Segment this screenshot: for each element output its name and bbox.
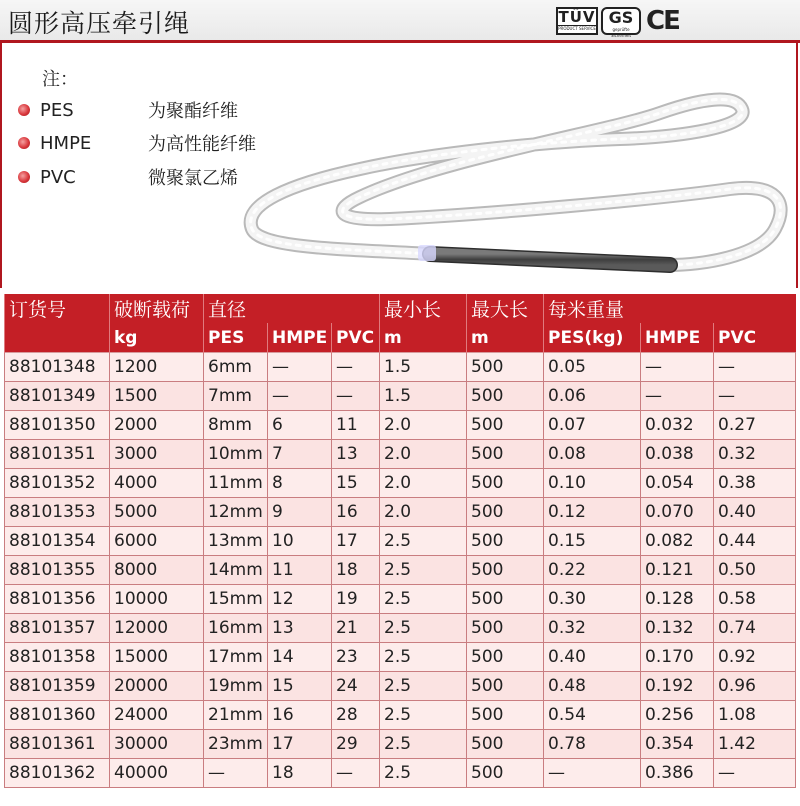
cell-min-length: 1.5 [380, 353, 467, 382]
cell-weight-pvc: 0.92 [714, 643, 796, 672]
note-desc: 为聚酯纤维 [148, 101, 238, 122]
spec-table-container [4, 294, 795, 788]
cell-weight-pes: 0.78 [544, 730, 641, 759]
cell-weight-pvc: 0.27 [714, 411, 796, 440]
cell-order-no: 88101359 [5, 672, 110, 701]
cell-max-length: 500 [467, 527, 544, 556]
cell-diameter-pvc: 23 [332, 643, 380, 672]
table-row [5, 643, 796, 672]
cell-weight-hmpe: 0.386 [641, 759, 714, 788]
cell-weight-pes: 0.32 [544, 614, 641, 643]
product-panel [0, 43, 798, 288]
cell-diameter-hmpe: 8 [268, 469, 332, 498]
cell-weight-pes: 0.08 [544, 440, 641, 469]
cell-order-no: 88101348 [5, 353, 110, 382]
cell-order-no: 88101356 [5, 585, 110, 614]
sub-header-pes: PES [204, 323, 268, 353]
cell-min-length: 2.0 [380, 440, 467, 469]
cell-min-length: 2.5 [380, 556, 467, 585]
bullet-icon [18, 104, 30, 116]
cell-weight-pvc: — [714, 382, 796, 411]
cell-weight-pes: 0.22 [544, 556, 641, 585]
cell-diameter-hmpe: 17 [268, 730, 332, 759]
cell-diameter-hmpe: 14 [268, 643, 332, 672]
cell-weight-pvc: 0.40 [714, 498, 796, 527]
cell-max-length: 500 [467, 701, 544, 730]
cell-diameter-pes: 13mm [204, 527, 268, 556]
cell-min-length: 2.5 [380, 759, 467, 788]
cell-max-length: 500 [467, 469, 544, 498]
cell-weight-hmpe: 0.038 [641, 440, 714, 469]
sub-header-max-m: m [467, 323, 544, 353]
cell-diameter-pes: 15mm [204, 585, 268, 614]
cell-weight-pvc: 0.96 [714, 672, 796, 701]
tuv-logo [556, 7, 598, 35]
gs-logo-text: GS [608, 8, 634, 27]
table-row [5, 585, 796, 614]
note-item-pes [18, 97, 238, 123]
cell-order-no: 88101357 [5, 614, 110, 643]
table-row [5, 440, 796, 469]
cell-order-no: 88101354 [5, 527, 110, 556]
cell-break-load: 1200 [110, 353, 204, 382]
cell-min-length: 2.0 [380, 469, 467, 498]
cell-order-no: 88101352 [5, 469, 110, 498]
page-title: 圆形高压牵引绳 [8, 9, 191, 38]
cell-weight-hmpe: 0.128 [641, 585, 714, 614]
cell-diameter-pes: 17mm [204, 643, 268, 672]
sub-header-empty [5, 323, 110, 353]
cell-order-no: 88101353 [5, 498, 110, 527]
round-sling-image [230, 79, 792, 289]
sub-header-hmpe-weight: HMPE [641, 323, 714, 353]
cell-weight-hmpe: 0.082 [641, 527, 714, 556]
sub-header-pes-kg: PES(kg) [544, 323, 641, 353]
cell-weight-hmpe: 0.054 [641, 469, 714, 498]
cell-break-load: 4000 [110, 469, 204, 498]
cell-max-length: 500 [467, 585, 544, 614]
spec-table [4, 294, 796, 788]
col-header-order-no: 订货号 [5, 294, 110, 323]
cell-weight-pes: 0.06 [544, 382, 641, 411]
cell-weight-pes: 0.40 [544, 643, 641, 672]
cell-weight-pes: 0.30 [544, 585, 641, 614]
cell-min-length: 2.5 [380, 643, 467, 672]
cell-diameter-pes: 16mm [204, 614, 268, 643]
table-row [5, 527, 796, 556]
cell-diameter-pvc: 21 [332, 614, 380, 643]
cell-order-no: 88101361 [5, 730, 110, 759]
cell-break-load: 12000 [110, 614, 204, 643]
cell-weight-hmpe: 0.121 [641, 556, 714, 585]
cell-break-load: 6000 [110, 527, 204, 556]
table-row [5, 411, 796, 440]
cell-diameter-pes: 12mm [204, 498, 268, 527]
cell-min-length: 1.5 [380, 382, 467, 411]
certification-logos [556, 6, 679, 36]
cell-diameter-pvc: 17 [332, 527, 380, 556]
cell-diameter-hmpe: 18 [268, 759, 332, 788]
sub-header-pvc: PVC [332, 323, 380, 353]
cell-weight-pes: 0.12 [544, 498, 641, 527]
cell-diameter-pvc: 29 [332, 730, 380, 759]
cell-min-length: 2.5 [380, 672, 467, 701]
cell-diameter-pes: 23mm [204, 730, 268, 759]
cell-weight-pes: 0.10 [544, 469, 641, 498]
table-group-header-row [5, 294, 796, 323]
cell-diameter-pvc: — [332, 759, 380, 788]
bullet-icon [18, 137, 30, 149]
cell-max-length: 500 [467, 440, 544, 469]
cell-weight-pvc: 1.42 [714, 730, 796, 759]
cell-weight-hmpe: 0.354 [641, 730, 714, 759]
sub-header-hmpe: HMPE [268, 323, 332, 353]
col-header-diameter: 直径 [204, 294, 380, 323]
cell-diameter-hmpe: 11 [268, 556, 332, 585]
cell-diameter-pvc: 24 [332, 672, 380, 701]
col-header-weight-per-m: 每米重量 [544, 294, 796, 323]
cell-diameter-pes: 8mm [204, 411, 268, 440]
cell-weight-pvc: 0.50 [714, 556, 796, 585]
cell-diameter-pes: 11mm [204, 469, 268, 498]
cell-diameter-pvc: 28 [332, 701, 380, 730]
cell-max-length: 500 [467, 643, 544, 672]
cell-break-load: 3000 [110, 440, 204, 469]
cell-diameter-pvc: 19 [332, 585, 380, 614]
tuv-logo-subtext: PRODUCT SERVICE [558, 26, 596, 31]
cell-break-load: 5000 [110, 498, 204, 527]
cell-break-load: 15000 [110, 643, 204, 672]
cell-weight-hmpe: — [641, 353, 714, 382]
cell-diameter-pvc: 16 [332, 498, 380, 527]
cell-max-length: 500 [467, 614, 544, 643]
cell-weight-pvc: 0.58 [714, 585, 796, 614]
cell-order-no: 88101358 [5, 643, 110, 672]
sub-header-kg: kg [110, 323, 204, 353]
notes-heading: 注： [42, 69, 78, 90]
cell-weight-pvc: 0.38 [714, 469, 796, 498]
note-item-hmpe [18, 130, 256, 156]
table-row [5, 469, 796, 498]
cell-order-no: 88101349 [5, 382, 110, 411]
cell-weight-hmpe: 0.192 [641, 672, 714, 701]
cell-weight-pvc: 0.74 [714, 614, 796, 643]
table-sub-header-row [5, 323, 796, 353]
cell-diameter-hmpe: — [268, 353, 332, 382]
cell-max-length: 500 [467, 672, 544, 701]
cell-max-length: 500 [467, 353, 544, 382]
cell-diameter-hmpe: 7 [268, 440, 332, 469]
cell-break-load: 8000 [110, 556, 204, 585]
cell-weight-pvc: 0.32 [714, 440, 796, 469]
bullet-icon [18, 171, 30, 183]
cell-break-load: 40000 [110, 759, 204, 788]
note-desc: 为高性能纤维 [148, 134, 256, 155]
cell-diameter-hmpe: 9 [268, 498, 332, 527]
cell-break-load: 20000 [110, 672, 204, 701]
cell-weight-hmpe: 0.170 [641, 643, 714, 672]
cell-diameter-pes: — [204, 759, 268, 788]
table-row [5, 382, 796, 411]
cell-diameter-hmpe: — [268, 382, 332, 411]
cell-max-length: 500 [467, 382, 544, 411]
cell-diameter-pes: 10mm [204, 440, 268, 469]
cell-break-load: 10000 [110, 585, 204, 614]
cell-diameter-pvc: 15 [332, 469, 380, 498]
cell-weight-pes: — [544, 759, 641, 788]
cell-max-length: 500 [467, 759, 544, 788]
cell-weight-pvc: — [714, 759, 796, 788]
title-bar [0, 0, 800, 43]
cell-order-no: 88101360 [5, 701, 110, 730]
cell-weight-hmpe: 0.132 [641, 614, 714, 643]
cell-break-load: 30000 [110, 730, 204, 759]
cell-weight-pvc: 0.44 [714, 527, 796, 556]
cell-weight-hmpe: — [641, 382, 714, 411]
table-row [5, 556, 796, 585]
cell-diameter-pes: 14mm [204, 556, 268, 585]
col-header-max-length: 最大长 [467, 294, 544, 323]
cell-weight-hmpe: 0.032 [641, 411, 714, 440]
cell-break-load: 2000 [110, 411, 204, 440]
cell-min-length: 2.5 [380, 730, 467, 759]
cell-diameter-hmpe: 12 [268, 585, 332, 614]
cell-order-no: 88101351 [5, 440, 110, 469]
table-row [5, 614, 796, 643]
table-row [5, 730, 796, 759]
gs-logo [601, 7, 641, 38]
cell-break-load: 1500 [110, 382, 204, 411]
note-item-pvc [18, 164, 238, 190]
cell-order-no: 88101350 [5, 411, 110, 440]
cell-weight-pvc: — [714, 353, 796, 382]
cell-max-length: 500 [467, 498, 544, 527]
cell-weight-pes: 0.15 [544, 527, 641, 556]
cell-max-length: 500 [467, 411, 544, 440]
cell-weight-pes: 0.05 [544, 353, 641, 382]
cell-order-no: 88101355 [5, 556, 110, 585]
cell-min-length: 2.5 [380, 701, 467, 730]
cell-diameter-pvc: 13 [332, 440, 380, 469]
cell-min-length: 2.0 [380, 411, 467, 440]
cell-diameter-hmpe: 16 [268, 701, 332, 730]
cell-order-no: 88101362 [5, 759, 110, 788]
sub-header-pvc-weight: PVC [714, 323, 796, 353]
note-abbr: PES [40, 99, 74, 121]
cell-min-length: 2.5 [380, 585, 467, 614]
table-row [5, 701, 796, 730]
col-header-min-length: 最小长 [380, 294, 467, 323]
note-abbr: PVC [40, 166, 76, 188]
cell-diameter-pes: 7mm [204, 382, 268, 411]
cell-max-length: 500 [467, 556, 544, 585]
cell-weight-pvc: 1.08 [714, 701, 796, 730]
cell-break-load: 24000 [110, 701, 204, 730]
note-desc: 微聚氯乙烯 [148, 168, 238, 189]
cell-weight-pes: 0.54 [544, 701, 641, 730]
cell-weight-hmpe: 0.256 [641, 701, 714, 730]
cell-diameter-pvc: — [332, 382, 380, 411]
cell-diameter-pes: 6mm [204, 353, 268, 382]
ce-mark: CE [646, 6, 679, 36]
cell-diameter-pvc: 18 [332, 556, 380, 585]
cell-diameter-hmpe: 6 [268, 411, 332, 440]
table-row [5, 498, 796, 527]
table-row [5, 672, 796, 701]
spec-table-body [5, 353, 796, 788]
cell-min-length: 2.0 [380, 498, 467, 527]
cell-diameter-pvc: — [332, 353, 380, 382]
cell-weight-pes: 0.07 [544, 411, 641, 440]
cell-max-length: 500 [467, 730, 544, 759]
cell-diameter-pvc: 11 [332, 411, 380, 440]
cell-weight-pes: 0.48 [544, 672, 641, 701]
cell-min-length: 2.5 [380, 527, 467, 556]
cell-diameter-hmpe: 10 [268, 527, 332, 556]
cell-diameter-hmpe: 13 [268, 614, 332, 643]
cell-diameter-hmpe: 15 [268, 672, 332, 701]
cell-diameter-pes: 19mm [204, 672, 268, 701]
gs-logo-subtext: geprüfte Sicherheit [610, 27, 632, 38]
table-row [5, 759, 796, 788]
table-row [5, 353, 796, 382]
cell-min-length: 2.5 [380, 614, 467, 643]
cell-diameter-pes: 21mm [204, 701, 268, 730]
cell-weight-hmpe: 0.070 [641, 498, 714, 527]
sub-header-min-m: m [380, 323, 467, 353]
col-header-break-load: 破断载荷 [110, 294, 204, 323]
note-abbr: HMPE [40, 132, 92, 154]
tuv-logo-text: TÜV [558, 8, 596, 26]
